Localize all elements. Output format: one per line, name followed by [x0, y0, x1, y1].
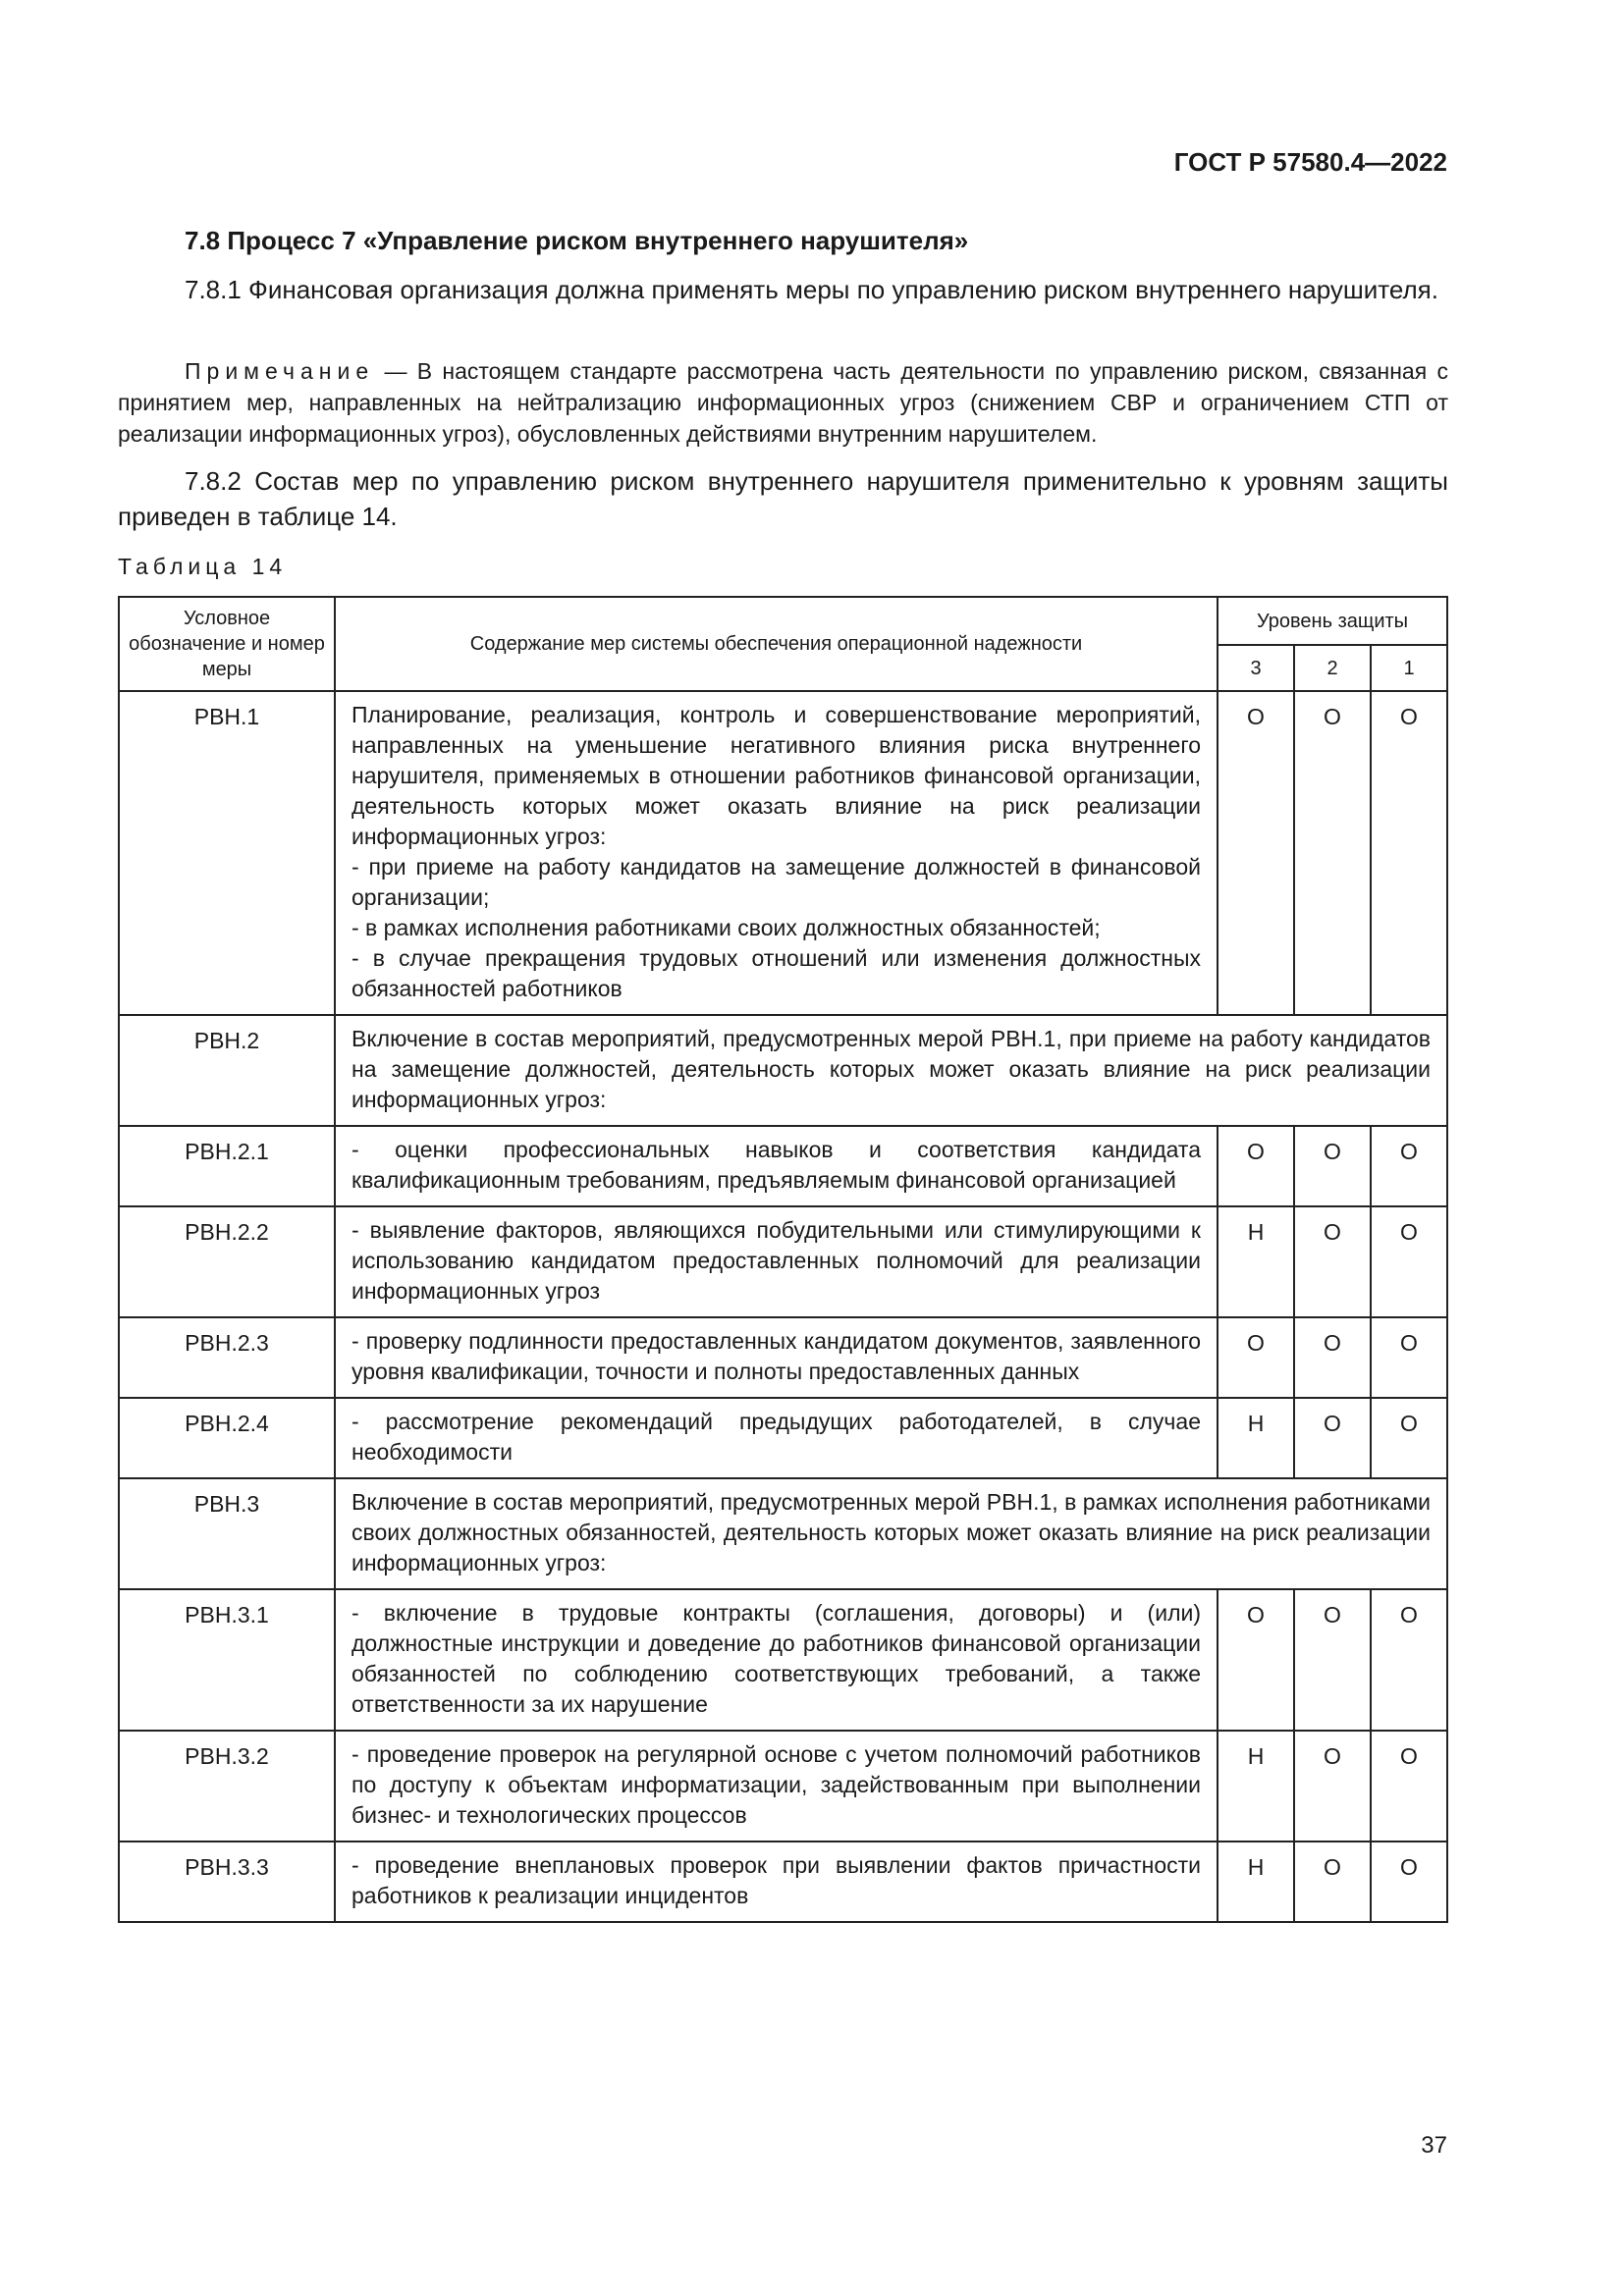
measure-code: РВН.3.1 [119, 1589, 335, 1731]
measure-content [335, 1842, 1218, 1922]
level-2-value: О [1294, 1842, 1371, 1922]
level-1-value: О [1371, 1398, 1447, 1478]
page-number: 37 [1421, 2132, 1447, 2159]
note-label: Примечание [185, 358, 375, 384]
measure-content-line: - проведение проверок на регулярной основе с учетом полномочий работников по доступу к объектам информатизации, задействованным при выполнении бизнес- и технологических процессов [352, 1741, 1201, 1828]
table-row [119, 1589, 1447, 1731]
measure-content-line: - включение в трудовые контракты (соглашения, договоры) и (или) должностные инструкции и доведение до работников финансовой организации обязанностей по соблюдению соответствующих требований, а также ответственности за их нарушение [352, 1600, 1201, 1717]
measure-content [335, 1317, 1218, 1398]
level-1-value: О [1371, 1206, 1447, 1317]
level-1-value: О [1371, 691, 1447, 1015]
level-3-value: Н [1218, 1842, 1294, 1922]
level-3-value: О [1218, 1317, 1294, 1398]
measure-code: РВН.3 [119, 1478, 335, 1589]
table-row [119, 1842, 1447, 1922]
level-3-value: Н [1218, 1398, 1294, 1478]
measure-content [335, 1589, 1218, 1731]
measure-content [335, 1126, 1218, 1206]
level-1-value: О [1371, 1317, 1447, 1398]
note-paragraph [118, 355, 1448, 450]
measure-content [335, 1398, 1218, 1478]
table-row [119, 1317, 1447, 1398]
level-2-value: О [1294, 1206, 1371, 1317]
section-title: 7.8 Процесс 7 «Управление риском внутреннего нарушителя» [185, 226, 969, 255]
level-3-value: О [1218, 1589, 1294, 1731]
header-level-3: 3 [1218, 645, 1294, 691]
table-body [119, 691, 1447, 1922]
measure-code: РВН.2.2 [119, 1206, 335, 1317]
measure-content-line: Включение в состав мероприятий, предусмотренных мерой РВН.1, при приеме на работу кандидатов на замещение должностей, деятельность которых может оказать влияние на риск реализации информационных угроз: [352, 1026, 1431, 1112]
measures-table [118, 596, 1448, 1923]
level-1-value: О [1371, 1589, 1447, 1731]
measure-code: РВН.2.3 [119, 1317, 335, 1398]
table-row [119, 1206, 1447, 1317]
level-1-value: О [1371, 1731, 1447, 1842]
note-text: — В настоящем стандарте рассмотрена часть деятельности по управлению риском, связанная с принятием мер, направленных на нейтрализацию информационных угроз (снижением СВР и ограничением СТП от реализации информационных угроз), обусловленных действиями внутренним нарушителем. [118, 358, 1448, 447]
table-caption: Таблица 14 [118, 554, 288, 579]
measure-content [335, 1206, 1218, 1317]
measure-content-line: - в случае прекращения трудовых отношений или изменения должностных обязанностей работников [352, 945, 1201, 1001]
level-2-value: О [1294, 691, 1371, 1015]
measure-content-line: - оценки профессиональных навыков и соответствия кандидата квалификационным требованиям, предъявляемым финансовой организацией [352, 1137, 1201, 1193]
header-level-2: 2 [1294, 645, 1371, 691]
measure-content-line: - в рамках исполнения работниками своих должностных обязанностей; [352, 915, 1101, 940]
measure-content-line: - при приеме на работу кандидатов на замещение должностей в финансовой организации; [352, 854, 1201, 910]
measure-content-line: - проверку подлинности предоставленных кандидатом документов, заявленного уровня квалификации, точности и полноты предоставленных данных [352, 1328, 1201, 1384]
level-3-value: О [1218, 691, 1294, 1015]
measure-code: РВН.2.1 [119, 1126, 335, 1206]
document-code-header: ГОСТ Р 57580.4—2022 [1173, 147, 1447, 177]
table-row [119, 1398, 1447, 1478]
table-row [119, 1731, 1447, 1842]
header-level-group: Уровень защиты [1218, 597, 1447, 645]
table-row [119, 1478, 1447, 1589]
level-3-value: Н [1218, 1731, 1294, 1842]
measure-code: РВН.3.2 [119, 1731, 335, 1842]
measure-code: РВН.2.4 [119, 1398, 335, 1478]
level-2-value: О [1294, 1731, 1371, 1842]
level-1-value: О [1371, 1842, 1447, 1922]
measure-content-line: Планирование, реализация, контроль и совершенствование мероприятий, направленных на уменьшение негативного влияния риска внутреннего нарушителя, применяемых в отношении работников финансовой организации, деятельность которых может оказать влияние на риск реализации информационных угроз: [352, 702, 1201, 849]
level-2-value: О [1294, 1589, 1371, 1731]
table-row [119, 1126, 1447, 1206]
level-1-value: О [1371, 1126, 1447, 1206]
measure-content-line: - проведение внеплановых проверок при выявлении фактов причастности работников к реализации инцидентов [352, 1852, 1201, 1908]
measure-content [335, 1478, 1447, 1589]
measure-content-line: - рассмотрение рекомендаций предыдущих работодателей, в случае необходимости [352, 1409, 1201, 1465]
level-2-value: О [1294, 1126, 1371, 1206]
measure-code: РВН.3.3 [119, 1842, 335, 1922]
measure-content [335, 691, 1218, 1015]
level-3-value: Н [1218, 1206, 1294, 1317]
measure-content-line: Включение в состав мероприятий, предусмотренных мерой РВН.1, в рамках исполнения работниками своих должностных обязанностей, деятельность которых может оказать влияние на риск реализации информационных угроз: [352, 1489, 1431, 1575]
header-content: Содержание мер системы обеспечения операционной надежности [335, 597, 1218, 691]
table-row [119, 691, 1447, 1015]
measure-code: РВН.2 [119, 1015, 335, 1126]
header-code: Условное обозначение и номер меры [119, 597, 335, 691]
level-2-value: О [1294, 1317, 1371, 1398]
level-2-value: О [1294, 1398, 1371, 1478]
paragraph-7-8-1: 7.8.1 Финансовая организация должна применять меры по управлению риском внутреннего нарушителя. [185, 275, 1438, 304]
paragraph-7-8-2: 7.8.2 Состав мер по управлению риском внутреннего нарушителя применительно к уровням защиты приведен в таблице 14. [118, 466, 1448, 531]
table-row [119, 1015, 1447, 1126]
measure-content-line: - выявление факторов, являющихся побудительными или стимулирующими к использованию кандидатом предоставленных полномочий для реализации информационных угроз [352, 1217, 1201, 1304]
header-level-1: 1 [1371, 645, 1447, 691]
measure-content [335, 1015, 1447, 1126]
measure-code: РВН.1 [119, 691, 335, 1015]
level-3-value: О [1218, 1126, 1294, 1206]
measure-content [335, 1731, 1218, 1842]
